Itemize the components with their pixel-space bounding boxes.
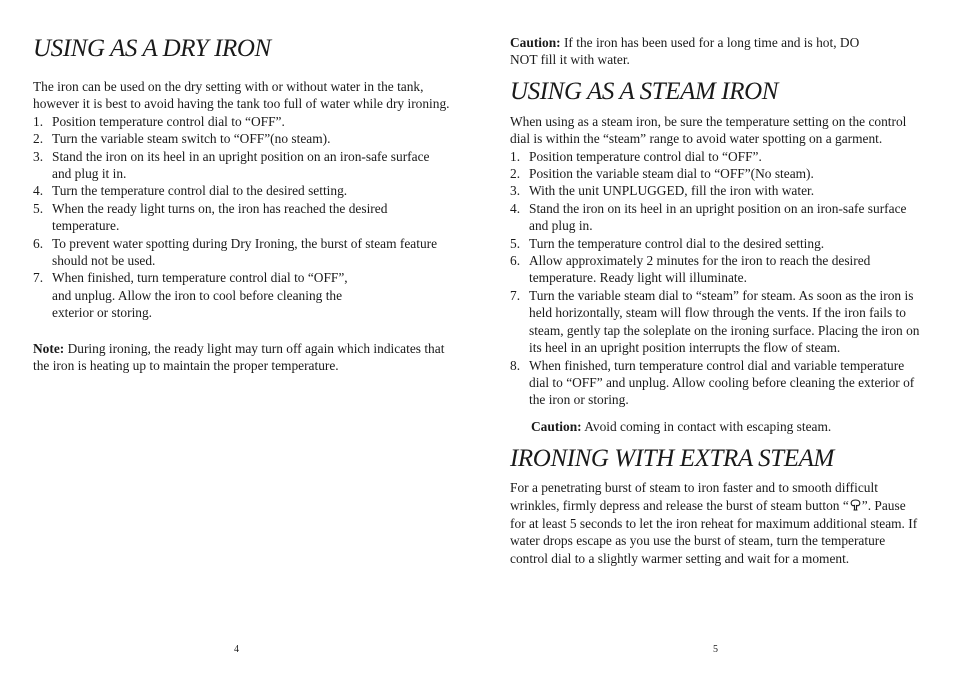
list-item: 7. Turn the variable steam dial to “steam” for steam. As soon as the iron is held horizontally, steam will flow through the vents. If the iron fails to steam, gently tap the soleplate on the ironing surface. Placing the iron on its heel in an upright position interrupts the flow of steam.: [510, 287, 920, 356]
list-item: 3. With the unit UNPLUGGED, fill the iron with water.: [510, 183, 815, 199]
list-item: 4. Turn the temperature control dial to the desired setting.: [33, 183, 348, 199]
caution-fill-water: [510, 34, 920, 69]
page-number-right: 5: [713, 644, 718, 655]
caution-steam: [510, 418, 920, 435]
list-item: 2. Turn the variable steam switch to “OFF”(no steam).: [33, 131, 331, 147]
list-item: 4. Stand the iron on its heel in an upright position on an iron-safe surface and plug in.: [510, 200, 907, 234]
list-item: 7. When finished, turn temperature control dial to “OFF”, and unplug. Allow the iron to cool before cleaning the exterior or storing.: [33, 270, 348, 321]
caution-steam-text: Avoid coming in contact with escaping steam.: [584, 418, 832, 434]
list-item: 1. Position temperature control dial to “OFF”.: [510, 148, 762, 164]
list-item: 5. When the ready light turns on, the iron has reached the desired temperature.: [33, 200, 388, 234]
right-page: [510, 0, 920, 567]
dry-iron-intro: The iron can be used on the dry setting with or without water in the tank, however it is best to avoid having the tank too full of water while dry ironing.: [33, 79, 450, 112]
list-item: 3. Stand the iron on its heel in an upright position on an iron-safe surface and plug it in.: [33, 148, 430, 182]
caution-steam-label: Caution:: [531, 418, 582, 434]
caution-label: Caution:: [510, 35, 561, 50]
list-item: 2. Position the variable steam dial to “OFF”(No steam).: [510, 166, 814, 182]
steam-iron-intro: When using as a steam iron, be sure the temperature setting on the control dial is within the “steam” range to avoid water spotting on a garment.: [510, 113, 907, 147]
left-page: [33, 0, 451, 375]
steam-iron-steps: [510, 148, 920, 409]
dry-iron-steps: [33, 113, 451, 322]
note-label: Note:: [33, 340, 65, 356]
list-item: 5. Turn the temperature control dial to the desired setting.: [510, 235, 825, 251]
steam-iron-title: USING AS A STEAM IRON: [510, 77, 778, 105]
extra-steam-title: IRONING WITH EXTRA STEAM: [510, 445, 834, 473]
extra-steam-text: For a penetrating burst of steam to iron faster and to smooth difficult wrinkles, firmly depress and release the burst of steam button “ ”. Pause for at least 5 seconds to let the iron reheat for maximum additional steam. If water drops escape as you use the burst of steam, turn the temperature control dial to a slightly warmer setting and wait for a moment.: [510, 480, 918, 566]
caution-text: If the iron has been used for a long time and is hot, DO NOT fill it with water.: [510, 35, 860, 68]
list-item: 6. Allow approximately 2 minutes for the iron to reach the desired temperature. Ready light will illuminate.: [510, 253, 871, 286]
page-number-left: 4: [234, 644, 239, 655]
note-text: During ironing, the ready light may turn off again which indicates that the iron is heating up to maintain the proper temperature.: [33, 340, 445, 374]
list-item: 8. When finished, turn temperature control dial and variable temperature dial to “OFF” and unplug. Allow cooling before cleaning the exterior of the iron or storing.: [510, 357, 915, 408]
dry-iron-title: USING AS A DRY IRON: [33, 35, 271, 62]
burst-of-steam-icon: [849, 498, 862, 515]
list-item: 1. Position temperature control dial to “OFF”.: [33, 113, 285, 129]
list-item: 6. To prevent water spotting during Dry Ironing, the burst of steam feature should not be used.: [33, 235, 438, 269]
dry-iron-note: [33, 340, 451, 375]
